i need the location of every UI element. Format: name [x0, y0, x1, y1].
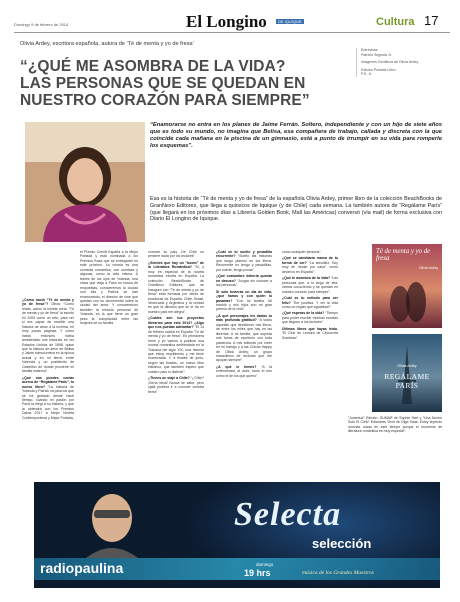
question: ¿Qué esperas de la vida? — [282, 311, 325, 316]
body-column-4 — [216, 250, 272, 380]
answer: el Premio Crecitt España a la Mejor Portada y está nominada a los Premios Rosa que se entregarán en este próximo. La novela es una comedia romántica, con sonrisas y algunas, como la vida misma. A través de los ojos de Yolanda, una chica que viaja a París en busca de respuestas, conoceremos la ciudad con ella y Patrick se irán enamorando, el director de cine que quedan con su documental sobre la ciudad del amor. Y conoceremos también la historia personal de Yolanda, en la que tiene un gran peso la complicidad entre las mujeres de su familia — [80, 250, 138, 326]
answer: “A todas aquellas que decidieron mis libros, de entre los miles que hay en las librerías. A mi familia, que soporta mis horas de escritorio con toda paciencia. A mis editoras por creer en mi trabajo y a las Chicas Happy de Olivia Ardey, un grupo maravilloso de lectoras que me apoyan siempre”. — [216, 318, 273, 363]
lead-paragraph: “Enamorarse no entra en los planes de Jaime Ferrán. Soltero, independiente y con un hijo de siete años que es todo su mundo, no imagina que Belisa, esa compañera de trabajo, callada y discreta con la que coincide cada mañana en la piscina de un gimnasio, está a punto de irrumpir en su vida para romperle los esquemas”. — [150, 122, 442, 150]
radio-logo — [40, 560, 123, 576]
answer: “¿Chile? ¡Sería ideal! Nunca se sabe, pero ojalá pudiera ir a conocer vuestra tierra”. — [148, 376, 204, 394]
credit-imagenes: Imágenes Gentileza de Olivia Ardey. — [361, 60, 419, 65]
show-tagline: música de los Grandes Maestros — [302, 570, 374, 576]
answer: “Juventud” Edición: SUMAR de Sophie Hart y “Una Noche Solo El Cielo” Ediciones Vivid de Olga Salar. Estoy leyendo muchas cosas en este tiempo porque el momento de literatura romántica es muy especial”. — [348, 416, 442, 434]
host-portrait-icon — [82, 488, 142, 558]
answer: “Juzgar sin conocer a las personas”. — [216, 278, 272, 288]
answer: como cualquier persona”. — [282, 250, 322, 254]
question: ¿Qué se cambiaría marca de tu forma de ser? — [282, 256, 338, 265]
book-cover-te-de-menta — [372, 244, 442, 328]
book1-title: Té de menta y yo de fresa — [376, 248, 431, 263]
credit-edicion-name: P.S. Jr. — [361, 72, 373, 77]
credits-box — [356, 48, 453, 77]
question: ¿Qué costumbre debería quedar en desuso? — [216, 274, 272, 283]
couple-illustration-icon — [372, 244, 442, 328]
answer: “Tiempo para poder escribir muchas novelas que lleguen a los lectores”. — [282, 311, 338, 325]
question: Si solo tuvieras un día de vida, ¿qué harías y con quién lo pasarías? — [216, 289, 272, 303]
body-column-2 — [80, 250, 138, 328]
headline-line-2: LAS PERSONAS QUE SE QUEDAN EN — [20, 75, 306, 92]
credit-edicion-label: Edición Portada Libro: — [361, 67, 397, 72]
issue-date: Domingo 9 de febrero de 2014 — [14, 22, 69, 27]
headline-line-3: NUESTRO CORAZÓN PARA SIEMPRE” — [20, 92, 310, 109]
answer: “A la enfermedad, al dolor, tanto el mío como el de los que quiero”. — [216, 364, 272, 378]
question: ¿Sientes que hay un “boom” de la Literatura Romántica? — [148, 260, 204, 270]
question: ¿Cuáles son tus proyectos literarios para este 2014? ¿Algo que nos puedas adelantar? — [148, 316, 204, 330]
body-column-3 — [148, 250, 204, 396]
question: ¿Tienes un viaje a Chile? — [148, 376, 190, 381]
ad-day: domingo — [256, 562, 274, 567]
answer: “Sueño las historias que luego plasmo en los libros. Recurrente no tengo y pesadillas, por suerte, tengo pocas”. — [216, 254, 272, 272]
book2-title: REGÁLAME PARÍS — [384, 372, 430, 390]
section-name: Cultura — [376, 16, 415, 28]
radio-logo-prefix: radio — [40, 560, 75, 576]
ad-time: 19 hrs — [244, 568, 271, 578]
credit-entrevista-label: Entrevista: — [361, 48, 378, 52]
newspaper-logo-sub: DE IQUIQUE — [278, 19, 302, 24]
answer: Olivia: “Como relato, adoro la novela corta. “Té de menta y yo de fresa” la escribí en 2009 como un reto, para ver si era capaz de escribir una historia de amor a la inversa, en muy pocas páginas. Y como hasta entonces había ambientado mis historias en los Estados Unidos de 1898, quise que la historia de amor de Belisa y Jaime transcurriera en la época actual y en mi tierra, entre Valencia y un pueblecito de Castellón de donde proviene mi familia materna”. — [22, 302, 74, 374]
answer: “Ser positiva. Y ver la vida como un regalo que agradecer”. — [282, 300, 338, 309]
kicker: Olivia Ardey, escritora española, autora de 'Té de menta y yo de fresa' — [20, 41, 194, 47]
body-column-5 — [282, 250, 338, 342]
question: ¿Qué te asombra de la vida? — [282, 276, 331, 281]
radio-advertisement[interactable] — [34, 482, 440, 588]
show-subtitle: selección — [312, 536, 372, 551]
credit-entrevista-name: Patricio Segovia Jr. — [361, 52, 392, 57]
newspaper-logo: El Longino — [186, 12, 267, 31]
page-number: 17 — [424, 13, 439, 28]
body-column-6 — [348, 416, 442, 436]
question: ¿A qué le temes? — [216, 364, 257, 369]
answer: “Con mi familia. Mi marido y mis hijos son mi gran premio de la vida”. — [216, 298, 272, 312]
question: ¿Cómo nació “Té de menta y yo de fresa”? — [22, 298, 74, 307]
answer: “La historia de Yolanda y Patrick va para los que se ha gestado desde hace tiempo, cuando mi pasión por París la elegí a su historia, y que la obtendrá con los Premios Dama 2017 a Mejor Novela Contemporánea y Mejor Portada, — [22, 384, 74, 420]
headline — [20, 58, 360, 109]
author-portrait-icon — [25, 122, 145, 242]
header-bar — [14, 10, 450, 33]
question: ¿A qué personajes les darías tu más profunda gratitud? — [216, 313, 272, 323]
body-column-1 — [22, 298, 74, 422]
show-title: Selecta — [234, 496, 342, 533]
question: Últimos libros que hayas leído. — [282, 326, 338, 331]
answer: “El 14 de febrero saldrá en España “Té de menta y yo de fresa”. En primavera Irene y yo vamos a publicar una novela romántica ambientada en la Toscana del siglo XIX, una historia que estoy escribiendo y me tiene enamorada. Y a finales de junio, según las tiradas, un nuevo libro histórico, que también espero que vuestro país lo disfrute”. — [148, 325, 204, 374]
answer: “Sí, y muy en especial de la novela romántica escrita en España. La colección BeachBooks de GranNexo Editores, que se inauguró con “Té de menta y yo de fresa” está formada por obras de escritoras de España, Chile, Brasil, Venezuela y Argentina y la verdad es que la difusión que se le da en nuestro país me alegra”. — [148, 265, 204, 314]
headline-line-1: “¿QUÉ ME ASOMBRA DE LA VIDA? — [20, 58, 286, 75]
radio-logo-brand: paulina — [74, 560, 124, 576]
book1-author: Olivia Ardey — [418, 266, 438, 270]
question: ¿Qué nos puedes contar acerca de “Regálame París”, tu nuevo libro? — [22, 375, 74, 389]
answer: conocer su país. De Chile no perderé nada por los lectores”. — [148, 250, 204, 259]
answer: “La sencillez. Soy muy de “andar por casa”, como decimos en España”. — [282, 260, 338, 274]
answer: “Las personas que, a lo largo de ella, vamos conociendo y se quedan en nuestro corazón para siempre”. — [282, 276, 338, 294]
book2-author: Olivia Ardey — [397, 364, 417, 368]
question: ¿Cuál es tu método para ser feliz? — [282, 296, 338, 305]
book-cover-regalame-paris — [372, 334, 442, 412]
question: ¿Cuál es tu sueño y pesadilla recurrente? — [216, 250, 272, 259]
intro-paragraph: Esa es la historia de “Té de menta y yo de fresa” de la española Olivia Ardey, primer libro de la colección BeachBooks de GranNexo Editores, que llega a quioscos de Iquique (y de Chile) cada semana. La también autora de “Regálame París” (que llegará en los próximos días a Librería Golden Book, Mall las Américas) conversó (vía mail) de forma exclusiva con Diario El Longino de Iquique. — [150, 196, 442, 223]
answer: “El Club de Lectura de Cincuenta Sombras”. — [282, 331, 338, 340]
author-photo — [25, 122, 145, 242]
